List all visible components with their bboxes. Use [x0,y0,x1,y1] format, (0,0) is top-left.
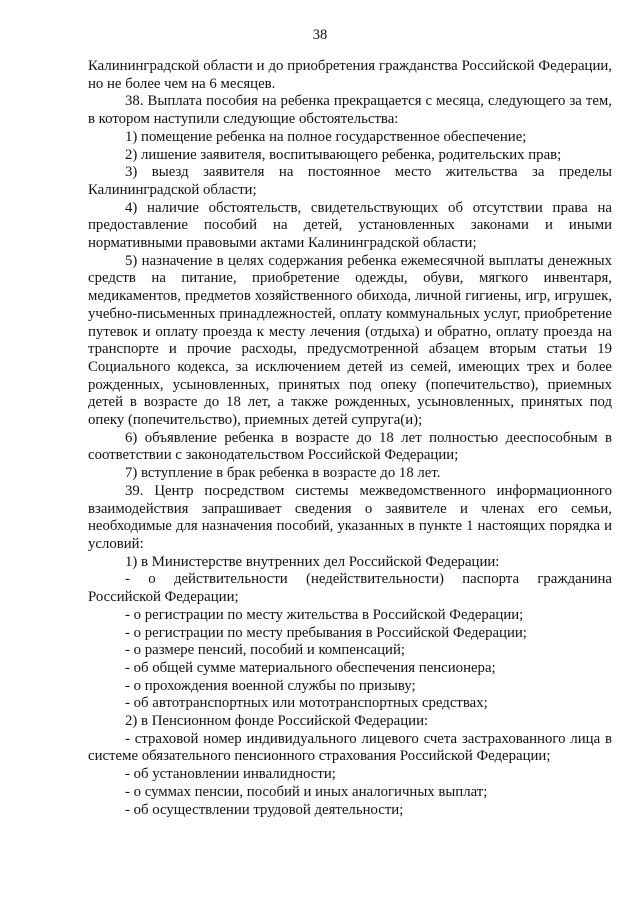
list-item: - о регистрации по месту жительства в Российской Федерации; [125,606,524,623]
paragraph: 38. Выплата пособия на ребенка прекращается с месяца, следующего за тем, в котором наступили следующие обстоятельства: [88,93,612,128]
list-item: 3) выезд заявителя на постоянное место жительства за пределы Калининградской области; [88,164,612,198]
paragraph: 39. Центр посредством системы межведомственного информационного взаимодействия запрашивает сведения о заявителе и членах его семьи, необходимые для назначения пособий, указанных в пункте 1 настоящих порядка и условий: [88,482,612,552]
list-item: 7) вступление в брак ребенка в возрасте до 18 лет. [125,465,441,482]
list-item: - об осуществлении трудовой деятельности; [125,801,404,818]
list-item: - о суммах пенсии, пособий и иных аналогичных выплат; [125,783,488,800]
list-item: - о действительности (недействительности) паспорта гражданина Российской Федерации; [88,571,612,606]
list-item: - о размере пенсий, пособий и компенсаций; [125,642,405,659]
list-item: 5) назначение в целях содержания ребенка ежемесячной выплаты денежных средств на питание, приобретение одежды, обуви, мягкого инвентаря, медикаментов, предметов хозяйственного обихода, личной гигиены, игр, игрушек, учебно-письменных принадлежностей, оплату коммунальных услуг, приобретение путевок и оплату проезда к месту лечения (отдыха) и обратно, оплату проезда на транспорте и прочие расходы, предусмотренной абзацем вторым статьи 19 Социального кодекса, за исключением детей из семей, имеющих трех и более рожденных, усыновленных, принятых под опеку (попечительство), приемных детей в возрасте до 18 лет, а также рожденных, усыновленных, принятых под опеку (попечительство), приемных детей супруга(и); [88,252,612,429]
document-body [88,58,612,819]
list-item: 2) лишение заявителя, воспитывающего ребенка, родительских прав; [125,146,562,163]
list-item: 4) наличие обстоятельств, свидетельствующих об отсутствии права на предоставление пособий на детей, установленных законами и иными нормативными правовыми актами Калининградской области; [88,199,612,252]
list-item: - об автотранспортных или мототранспортных средствах; [125,695,488,712]
list-item: 1) помещение ребенка на полное государственное обеспечение; [125,128,527,145]
page-number: 38 [312,27,328,43]
list-item: 2) в Пенсионном фонде Российской Федерации: [125,713,429,730]
paragraph: Калининградской области и до приобретения гражданства Российской Федерации, но не более чем на 6 месяцев. [88,58,612,92]
list-item: - о регистрации по месту пребывания в Российской Федерации; [125,624,527,641]
list-item: 6) объявление ребенка в возрасте до 18 лет полностью дееспособным в соответствии с законодательством Российской Федерации; [88,429,612,464]
list-item: - об общей сумме материального обеспечения пенсионера; [125,659,496,676]
list-item: 1) в Министерстве внутренних дел Российской Федерации: [125,553,500,570]
list-item: - об установлении инвалидности; [125,766,336,783]
list-item: - о прохождения военной службы по призыву; [125,677,416,694]
list-item: - страховой номер индивидуального лицевого счета застрахованного лица в системе обязательного пенсионного страхования Российской Федерации; [88,730,612,765]
